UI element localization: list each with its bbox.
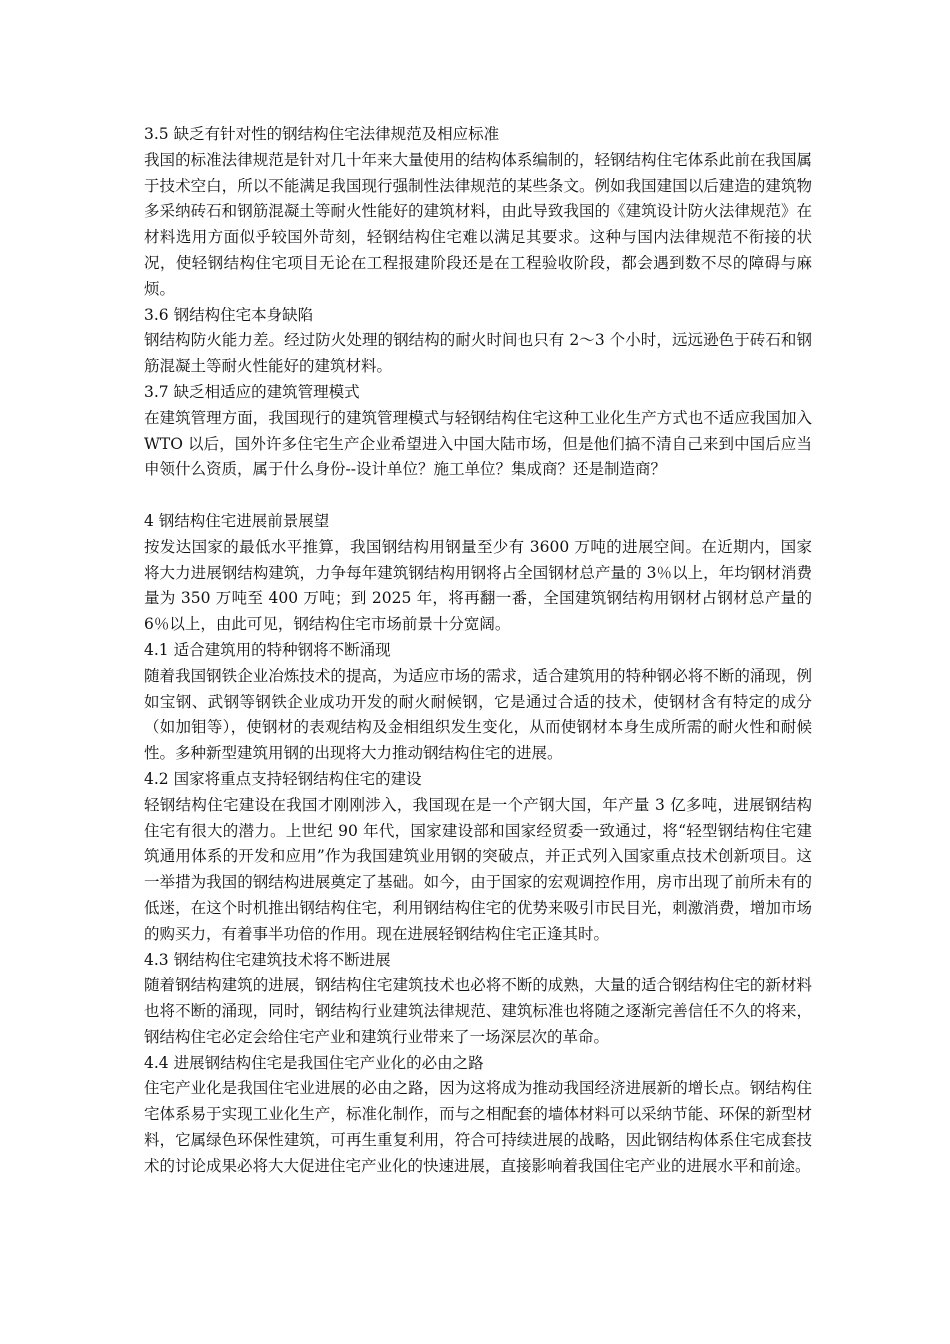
section-body-4-4: 住宅产业化是我国住宅业进展的必由之路，因为这将成为推动我国经济进展新的增长点。钢结构住宅体系易于实现工业化生产，标准化制作，而与之相配套的墙体材料可以采纳节能、环保的新型材料，它属绿色环保性建筑，可再生重复利用，符合可持续进展的战略，因此钢结构体系住宅成套技术的讨论成果必将大大促进住宅产业化的快速进展，直接影响着我国住宅产业的进展水平和前途。 [144, 1079, 812, 1175]
section-body-3-6: 钢结构防火能力差。经过防火处理的钢结构的耐火时间也只有 2～3 个小时，远远逊色于砖石和钢筋混凝土等耐火性能好的建筑材料。 [144, 331, 812, 376]
section-body-3-7: 在建筑管理方面，我国现行的建筑管理模式与轻钢结构住宅这种工业化生产方式也不适应我国加入 WTO 以后，国外许多住宅生产企业希望进入中国大陆市场，但是他们搞不清自己来到中国后应当申领什么资质，属于什么身份--设计单位？施工单位？集成商？还是制造商？ [144, 408, 812, 479]
section-heading-3-5: 3.5 缺乏有针对性的钢结构住宅法律规范及相应标准 [144, 125, 500, 143]
section-body-4-3: 随着钢结构建筑的进展，钢结构住宅建筑技术也必将不断的成熟，大量的适合钢结构住宅的新材料也将不断的涌现，同时，钢结构行业建筑法律规范、建筑标准也将随之逐渐完善信任不久的将来，钢结构住宅必定会给住宅产业和建筑行业带来了一场深层次的革命。 [144, 976, 812, 1046]
section-heading-4-3: 4.3 钢结构住宅建筑技术将不断进展 [144, 950, 391, 969]
section-body-4-1: 随着我国钢铁企业冶炼技术的提高，为适应市场的需求，适合建筑用的特种钢必将不断的涌现，例如宝钢、武钢等钢铁企业成功开发的耐火耐候钢，它是通过合适的技术，使钢材含有特定的成分（如加钼等），使钢材的表观结构及金相组织发生变化，从而使钢材本身生成所需的耐火性和耐候性。多种新型建筑用钢的出现将大力推动钢结构住宅的进展。 [144, 666, 812, 763]
section-body-4: 按发达国家的最低水平推算，我国钢结构用钢量至少有 3600 万吨的进展空间。在近期内，国家将大力进展钢结构建筑，力争每年建筑钢结构用钢将占全国钢材总产量的 3％以上，年均钢材消费量为 350 万吨至 400 万吨；到 2025 年，将再翻一番，全国建筑钢结构用钢材占钢材总产量的 6％以上，由此可见，钢结构住宅市场前景十分宽阔。 [144, 537, 812, 634]
section-heading-3-7: 3.7 缺乏相适应的建筑管理模式 [144, 382, 360, 401]
section-heading-3-6: 3.6 钢结构住宅本身缺陷 [144, 305, 314, 324]
section-body-4-2: 轻钢结构住宅建设在我国才刚刚涉入，我国现在是一个产钢大国，年产量 3 亿多吨，进展钢结构住宅有很大的潜力。上世纪 90 年代，国家建设部和国家经贸委一致通过，将“轻型钢结构住宅建筑通用体系的开发和应用”作为我国建筑业用钢的突破点，并正式列入国家重点技术创新项目。这一举措为我国的钢结构进展奠定了基础。如今，由于国家的宏观调控作用，房市出现了前所未有的低迷，在这个时机推出钢结构住宅，利用钢结构住宅的优势来吸引市民目光，刺激消费，增加市场的购买力，有着事半功倍的作用。现在进展轻钢结构住宅正逢其时。 [144, 795, 812, 943]
blank-line [144, 483, 812, 509]
section-body-3-5: 我国的标准法律规范是针对几十年来大量使用的结构体系编制的，轻钢结构住宅体系此前在我国属于技术空白，所以不能满足我国现行强制性法律规范的某些条文。例如我国建国以后建造的建筑物多采纳砖石和钢筋混凝土等耐火性能好的建筑材料，由此导致我国的《建筑设计防火法律规范》在材料选用方面似乎较国外苛刻，轻钢结构住宅难以满足其要求。这种与国内法律规范不衔接的状况，使轻钢结构住宅项目无论在工程报建阶段还是在工程验收阶段，都会遇到数不尽的障碍与麻烦。 [144, 150, 812, 298]
section-heading-4: 4 钢结构住宅进展前景展望 [144, 511, 330, 530]
section-heading-4-4: 4.4 进展钢结构住宅是我国住宅产业化的必由之路 [144, 1053, 484, 1072]
section-heading-4-2: 4.2 国家将重点支持轻钢结构住宅的建设 [144, 769, 422, 788]
document-page [144, 122, 812, 1180]
section-heading-4-1: 4.1 适合建筑用的特种钢将不断涌现 [144, 640, 391, 659]
